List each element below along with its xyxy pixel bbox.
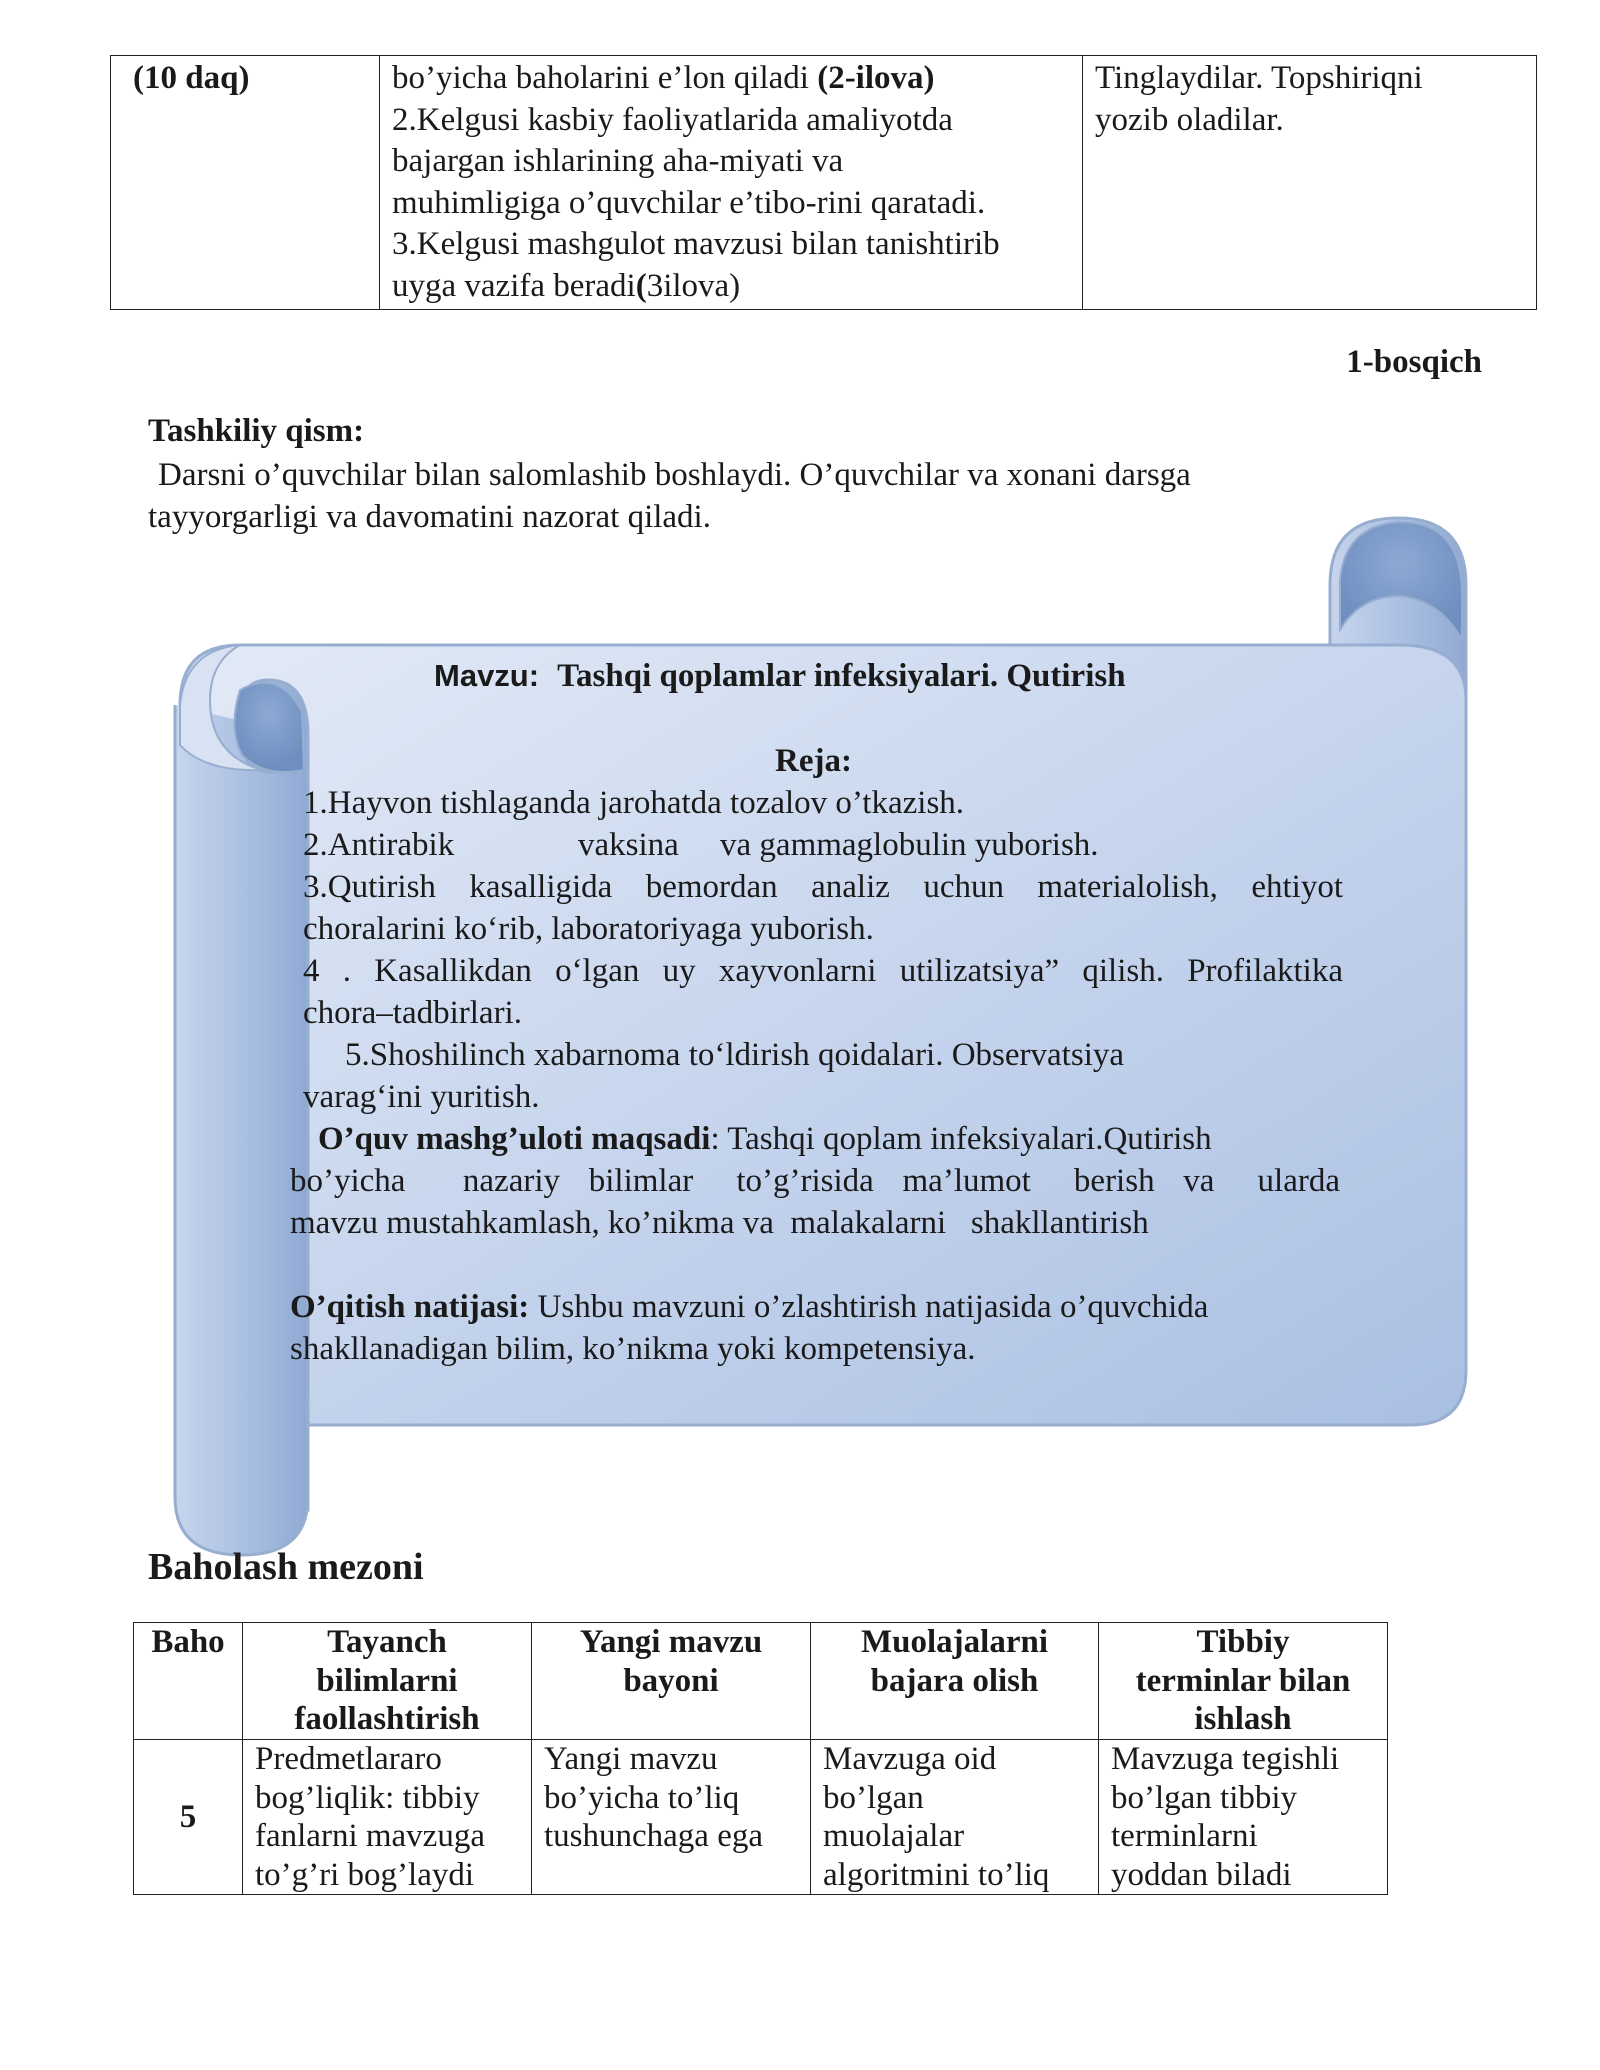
criteria-cell: Mavzuga oid bo’lgan muolajalar algoritmini to’liq	[811, 1740, 1099, 1895]
criteria-cell: Predmetlararo bog’liqlik: tibbiy fanlarni mavzuga to’g’ri bog’laydi	[243, 1740, 532, 1895]
plan-item: 4 . Kasallikdan o‘lgan uy xayvonlarni utilizatsiya” qilish. Profilaktika	[303, 953, 1343, 989]
plan-item: 1.Hayvon tishlaganda jarohatda tozalov o’tkazish.	[303, 785, 965, 821]
header-grade: Baho	[134, 1623, 243, 1740]
teacher-line: bajargan ishlarining aha-miyati va	[392, 143, 844, 179]
header-activation: Tayanch bilimlarni faollashtirish	[243, 1623, 532, 1740]
goal-label: O’quv mashg’uloti maqsadi	[318, 1121, 711, 1157]
goal-line: mavzu mustahkamlash, ko’nikma va malakalarni shakllantirish	[290, 1205, 1149, 1241]
header-new-topic: Yangi mavzu bayoni	[532, 1623, 811, 1740]
teacher-line: bo’yicha baholarini e’lon qiladi (2-ilova)	[392, 60, 935, 96]
criteria-cell: Yangi mavzu bo’yicha to’liq tushunchaga ega	[532, 1740, 811, 1895]
plan-item: 5.Shoshilinch xabarnoma to‘ldirish qoidalari. Observatsiya	[345, 1037, 1125, 1073]
organization-line: tayyorgarligi va davomatini nazorat qiladi.	[148, 498, 711, 535]
grade-cell: 5	[134, 1740, 243, 1895]
stage-label: 1-bosqich	[1346, 344, 1482, 380]
table-row	[134, 1740, 1388, 1895]
teacher-line: muhimligiga o’quvchilar e’tibo-rini qaratadi.	[392, 184, 986, 221]
teacher-line: 2.Kelgusi kasbiy faoliyatlarida amaliyotda	[392, 101, 953, 138]
topic-line	[434, 655, 1126, 697]
plan-title: Reja:	[775, 743, 852, 779]
result-line: O’qitish natijasi: Ushbu mavzuni o’zlashtirish natijasida o’quvchida	[290, 1289, 1209, 1325]
organization-line: Darsni o’quvchilar bilan salomlashib boshlaydi. O’quvchilar va xonani darsga	[158, 457, 1191, 493]
plan-item: choralarini ko‘rib, laboratoriyaga yuborish.	[303, 911, 874, 947]
topic-label: Mavzu:	[434, 658, 540, 693]
teacher-line: uyga vazifa beradi(3ilova)	[392, 267, 741, 304]
goal-line: O’quv mashg’uloti maqsadi: Tashqi qoplam infeksiyalari.Qutirish	[318, 1121, 1212, 1157]
criteria-table	[133, 1622, 1388, 1895]
header-procedures: Muolajalarni bajara olish	[811, 1623, 1099, 1740]
criteria-cell: Mavzuga tegishli bo’lgan tibbiy terminlarni yoddan biladi	[1099, 1740, 1388, 1895]
student-line: yozib oladilar.	[1095, 101, 1284, 138]
teacher-line: 3.Kelgusi mashgulot mavzusi bilan tanishtirib	[392, 226, 1000, 262]
criteria-title: Baholash mezoni	[148, 1546, 424, 1588]
student-line: Tinglaydilar. Topshiriqni	[1095, 60, 1423, 96]
plan-item: 2.Antirabik vaksina va gammaglobulin yuborish.	[303, 827, 1099, 863]
criteria-header-row	[134, 1623, 1388, 1740]
goal-line: bo’yicha nazariy bilimlar to’g’risida ma’lumot berish va ularda	[290, 1163, 1340, 1199]
result-label: O’qitish natijasi:	[290, 1289, 530, 1325]
time-label: (10 daq)	[133, 60, 250, 96]
result-line: shakllanadigan bilim, ko’nikma yoki kompetensiya.	[290, 1331, 976, 1367]
plan-item: varag‘ini yuritish.	[303, 1079, 540, 1115]
plan-item: chora–tadbirlari.	[303, 995, 522, 1031]
topic-title: Tashqi qoplamlar infeksiyalari. Qutirish	[557, 658, 1126, 694]
organization-title: Tashkiliy qism:	[148, 413, 365, 449]
plan-item: 3.Qutirish kasalligida bemordan analiz uchun materialolish, ehtiyot	[303, 869, 1343, 905]
header-terms: Tibbiy terminlar bilan ishlash	[1099, 1623, 1388, 1740]
